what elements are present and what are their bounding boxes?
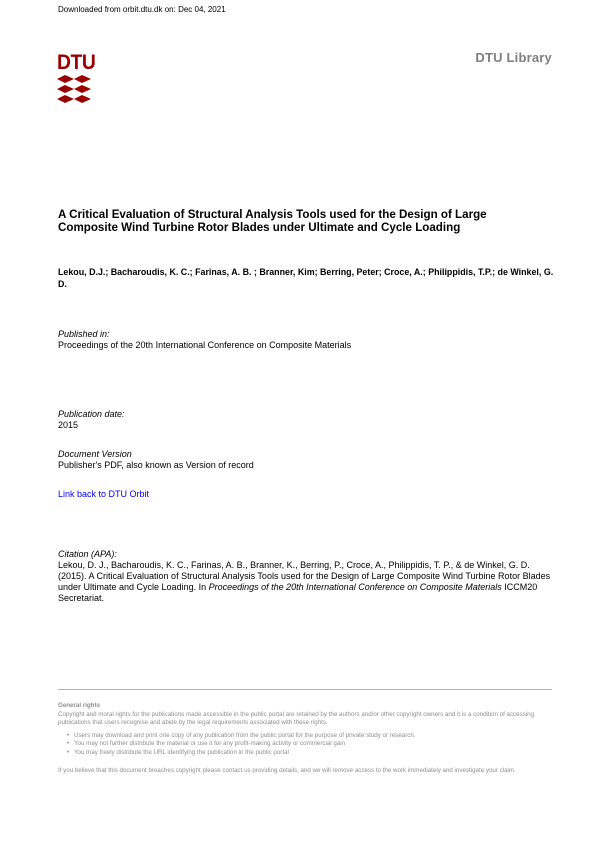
publication-title: A Critical Evaluation of Structural Analysis Tools used for the Design of Large Composite Wind Turbine Rotor Blades under Ultimate and Cycle Loading — [58, 208, 487, 234]
general-rights-section — [58, 702, 552, 775]
citation-proceedings: Proceedings of the 20th International Conference on Composite Materials — [208, 582, 502, 592]
general-rights-title: General rights — [58, 702, 100, 709]
citation-publisher: ICCM20 Secretariat. — [58, 582, 538, 603]
general-rights-footer: If you believe that this document breaches copyright please contact us providing details, and we will remove access to the work immediately and investigate your claim. — [58, 766, 516, 774]
dtu-logo-text: DTU — [57, 51, 96, 74]
citation-label: Citation (APA): — [58, 549, 117, 559]
dtu-logo — [57, 51, 96, 103]
section-divider — [58, 689, 552, 690]
citation-text — [58, 560, 553, 604]
citation-section — [58, 549, 553, 604]
general-rights-list — [58, 732, 552, 758]
list-item: • You may freely distribute the URL identifying the publication in the public portal — [74, 749, 552, 758]
published-in-section — [58, 329, 558, 351]
author-list: Lekou, D.J.; Bacharoudis, K. C.; Farinas, A. B. ; Branner, Kim; Berring, Peter; Croce, A.; Philippidis, T.P.; de Winkel, G. D. — [58, 267, 554, 289]
dtu-orbit-link[interactable]: Link back to DTU Orbit — [58, 489, 150, 499]
list-item: • Users may download and print one copy of any publication from the public portal for the purpose of private study or research. — [74, 732, 552, 741]
general-rights-intro: Copyright and moral rights for the publications made accessible in the public portal are retained by the authors and/or other copyright owners and it is a condition of accessing publications that users recognise and abide by the legal requirements associated with these rights. — [58, 710, 535, 727]
publication-date-value: 2015 — [58, 420, 79, 430]
publication-date-label: Publication date: — [58, 409, 125, 419]
document-version-value: Publisher's PDF, also known as Version of record — [58, 460, 254, 470]
published-in-label: Published in: — [58, 329, 110, 339]
document-version-section — [58, 449, 458, 471]
list-item: • You may not further distribute the material or use it for any profit-making activity or commercial gain — [74, 740, 552, 749]
dtu-library-label: DTU Library — [475, 50, 552, 65]
published-in-value: Proceedings of the 20th International Conference on Composite Materials — [58, 340, 352, 350]
document-version-label: Document Version — [58, 449, 132, 459]
citation-main: Lekou, D. J., Bacharoudis, K. C., Farinas, A. B., Branner, K., Berring, P., Croce, A., Philippidis, T. P., & de Winkel, G. D. (2015). A Critical Evaluation of Structural Analysis Tools used for the Design of Large Composite Wind Turbine Rotor Blades under Ultimate and Cycle Loading. In — [58, 560, 551, 592]
publication-date-section — [58, 409, 358, 431]
download-note: Downloaded from orbit.dtu.dk on: Dec 04, 2021 — [58, 5, 226, 14]
dtu-logo-mark-icon — [57, 75, 91, 103]
